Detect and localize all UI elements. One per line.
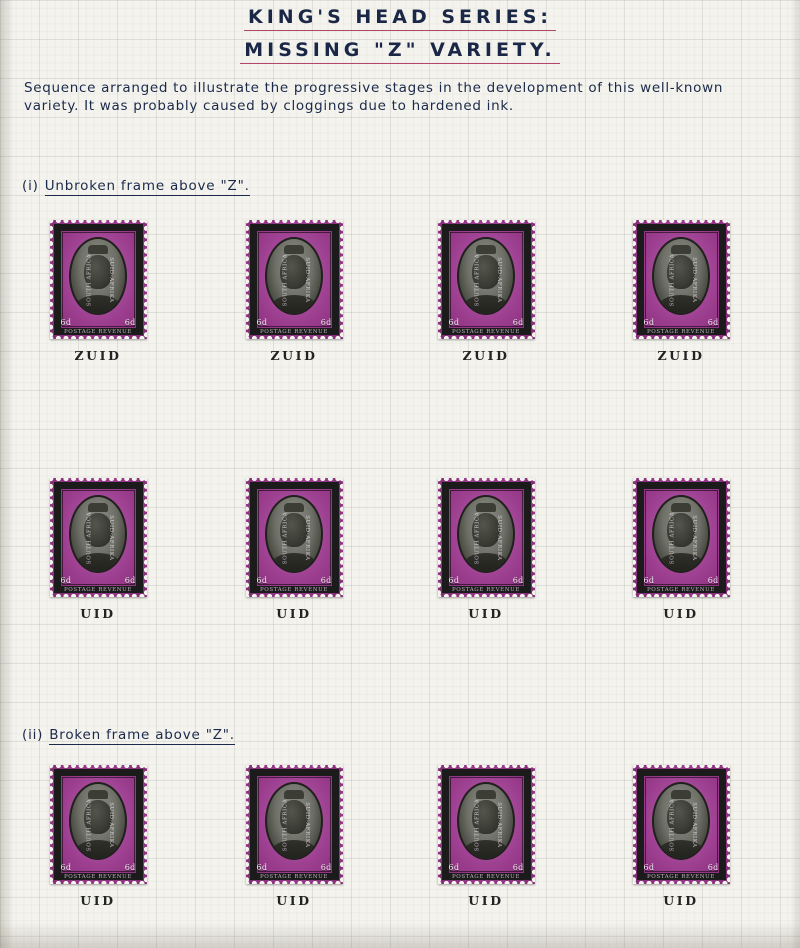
perforation-edge-right xyxy=(726,220,730,339)
shoulders-shape xyxy=(75,840,121,860)
stamp-row xyxy=(0,765,800,935)
perforation-edge-right xyxy=(726,765,730,884)
intro-paragraph: Sequence arranged to illustrate the progressive stages in the development of this well-known variety. It was probably caused by cloggings due to hardened ink. xyxy=(24,80,724,114)
section-heading-broken-frame xyxy=(22,727,235,743)
country-text-left: SOUTH AFRICA xyxy=(473,253,480,306)
country-text-bottom: POSTAGE REVENUE xyxy=(259,329,329,335)
country-text-right: SUID-AFRIKA xyxy=(690,256,697,303)
value-tablet-right: 6d xyxy=(320,576,332,585)
stamp-cell[interactable] xyxy=(240,478,348,621)
country-text-bottom: POSTAGE REVENUE xyxy=(451,329,521,335)
perforation-edge-right xyxy=(339,220,343,339)
stamp-caption: UID xyxy=(80,893,116,908)
shoulders-shape xyxy=(463,553,509,573)
value-tablet-right: 6d xyxy=(512,863,524,872)
perforation-edge-bottom xyxy=(246,335,343,339)
stamp-image[interactable] xyxy=(50,765,147,884)
country-text-bottom: POSTAGE REVENUE xyxy=(63,329,133,335)
country-text-right: SUID-AFRIKA xyxy=(495,514,502,561)
stamp-image[interactable] xyxy=(50,478,147,597)
stamp-image[interactable] xyxy=(438,478,535,597)
country-text-left: SOUTH AFRICA xyxy=(668,253,675,306)
country-text-left: SOUTH AFRICA xyxy=(85,253,92,306)
perforation-edge-bottom xyxy=(633,593,730,597)
value-tablet-right: 6d xyxy=(512,318,524,327)
value-tablet-right: 6d xyxy=(707,576,719,585)
value-tablet-right: 6d xyxy=(124,318,136,327)
page-title-line-2: MISSING "Z" VARIETY. xyxy=(240,39,559,63)
king-portrait-oval xyxy=(69,495,127,573)
king-portrait-oval xyxy=(457,237,515,315)
stamp-image[interactable] xyxy=(50,220,147,339)
shoulders-shape xyxy=(658,840,704,860)
perforation-edge-right xyxy=(339,765,343,884)
value-tablet-left: 6d xyxy=(448,576,460,585)
value-tablet-left: 6d xyxy=(60,318,72,327)
country-text-left: SOUTH AFRICA xyxy=(281,511,288,564)
stamp-image[interactable] xyxy=(633,220,730,339)
country-text-right: SUID-AFRIKA xyxy=(690,801,697,848)
stamp-caption: UID xyxy=(276,893,312,908)
stamp-cell[interactable] xyxy=(44,765,152,908)
value-tablet-left: 6d xyxy=(448,318,460,327)
value-tablet-right: 6d xyxy=(707,318,719,327)
country-text-bottom: POSTAGE REVENUE xyxy=(451,587,521,593)
perforation-edge-bottom xyxy=(246,593,343,597)
perforation-edge-right xyxy=(143,220,147,339)
country-text-bottom: POSTAGE REVENUE xyxy=(63,874,133,880)
section-heading-unbroken-frame xyxy=(22,178,250,194)
king-portrait-oval xyxy=(265,782,323,860)
perforation-edge-bottom xyxy=(438,880,535,884)
stamp-caption: UID xyxy=(663,893,699,908)
king-portrait-oval xyxy=(265,495,323,573)
country-text-bottom: POSTAGE REVENUE xyxy=(259,874,329,880)
stamp-caption: UID xyxy=(468,893,504,908)
country-text-left: SOUTH AFRICA xyxy=(85,511,92,564)
stamp-cell[interactable] xyxy=(432,765,540,908)
stamp-row xyxy=(0,478,800,648)
perforation-edge-bottom xyxy=(50,880,147,884)
country-text-right: SUID-AFRIKA xyxy=(495,801,502,848)
stamp-cell[interactable] xyxy=(44,220,152,363)
value-tablet-right: 6d xyxy=(320,318,332,327)
stamp-image[interactable] xyxy=(438,765,535,884)
perforation-edge-right xyxy=(143,765,147,884)
stamp-caption: UID xyxy=(276,606,312,621)
country-text-right: SUID-AFRIKA xyxy=(107,256,114,303)
value-tablet-left: 6d xyxy=(256,318,268,327)
stamp-image[interactable] xyxy=(246,220,343,339)
value-tablet-right: 6d xyxy=(124,863,136,872)
section-number-ii: (ii) xyxy=(22,727,44,743)
value-tablet-right: 6d xyxy=(707,863,719,872)
stamp-caption: UID xyxy=(80,606,116,621)
stamp-image[interactable] xyxy=(633,765,730,884)
country-text-right: SUID-AFRIKA xyxy=(107,514,114,561)
page-title-line-1: KING'S HEAD SERIES: xyxy=(244,6,556,30)
country-text-right: SUID-AFRIKA xyxy=(303,801,310,848)
section-label-i: Unbroken frame above "Z". xyxy=(44,178,250,194)
king-portrait-oval xyxy=(652,495,710,573)
shoulders-shape xyxy=(463,295,509,315)
value-tablet-right: 6d xyxy=(124,576,136,585)
king-portrait-oval xyxy=(265,237,323,315)
country-text-left: SOUTH AFRICA xyxy=(668,511,675,564)
shoulders-shape xyxy=(271,553,317,573)
stamp-caption: ZUID xyxy=(657,348,705,363)
stamp-caption: UID xyxy=(663,606,699,621)
perforation-edge-bottom xyxy=(633,335,730,339)
shoulders-shape xyxy=(658,295,704,315)
stamp-cell[interactable] xyxy=(44,478,152,621)
perforation-edge-right xyxy=(531,765,535,884)
shoulders-shape xyxy=(75,295,121,315)
country-text-left: SOUTH AFRICA xyxy=(668,798,675,851)
perforation-edge-right xyxy=(339,478,343,597)
country-text-bottom: POSTAGE REVENUE xyxy=(259,587,329,593)
country-text-bottom: POSTAGE REVENUE xyxy=(451,874,521,880)
value-tablet-right: 6d xyxy=(320,863,332,872)
stamp-image[interactable] xyxy=(246,478,343,597)
king-portrait-oval xyxy=(69,782,127,860)
perforation-edge-bottom xyxy=(50,335,147,339)
stamp-cell[interactable] xyxy=(240,220,348,363)
value-tablet-left: 6d xyxy=(643,863,655,872)
country-text-right: SUID-AFRIKA xyxy=(495,256,502,303)
value-tablet-left: 6d xyxy=(448,863,460,872)
perforation-edge-right xyxy=(531,220,535,339)
country-text-right: SUID-AFRIKA xyxy=(107,801,114,848)
stamp-caption: UID xyxy=(468,606,504,621)
perforation-edge-bottom xyxy=(246,880,343,884)
value-tablet-left: 6d xyxy=(643,318,655,327)
shoulders-shape xyxy=(271,295,317,315)
king-portrait-oval xyxy=(69,237,127,315)
stamp-image[interactable] xyxy=(438,220,535,339)
value-tablet-left: 6d xyxy=(60,576,72,585)
country-text-bottom: POSTAGE REVENUE xyxy=(646,329,716,335)
shoulders-shape xyxy=(271,840,317,860)
value-tablet-right: 6d xyxy=(512,576,524,585)
section-number-i: (i) xyxy=(22,178,39,194)
perforation-edge-bottom xyxy=(633,880,730,884)
perforation-edge-right xyxy=(531,478,535,597)
shoulders-shape xyxy=(463,840,509,860)
stamp-cell[interactable] xyxy=(627,478,735,621)
page-title-block xyxy=(0,6,800,63)
king-portrait-oval xyxy=(652,237,710,315)
perforation-edge-right xyxy=(143,478,147,597)
stamp-caption: ZUID xyxy=(462,348,510,363)
king-portrait-oval xyxy=(457,495,515,573)
stamp-caption: ZUID xyxy=(74,348,122,363)
country-text-bottom: POSTAGE REVENUE xyxy=(63,587,133,593)
stamp-image[interactable] xyxy=(246,765,343,884)
stamp-caption: ZUID xyxy=(270,348,318,363)
country-text-left: SOUTH AFRICA xyxy=(473,511,480,564)
country-text-right: SUID-AFRIKA xyxy=(690,514,697,561)
stamp-image[interactable] xyxy=(633,478,730,597)
country-text-left: SOUTH AFRICA xyxy=(281,798,288,851)
country-text-right: SUID-AFRIKA xyxy=(303,256,310,303)
shoulders-shape xyxy=(75,553,121,573)
country-text-left: SOUTH AFRICA xyxy=(473,798,480,851)
country-text-bottom: POSTAGE REVENUE xyxy=(646,587,716,593)
value-tablet-left: 6d xyxy=(256,576,268,585)
country-text-bottom: POSTAGE REVENUE xyxy=(646,874,716,880)
king-portrait-oval xyxy=(457,782,515,860)
king-portrait-oval xyxy=(652,782,710,860)
stamp-cell[interactable] xyxy=(432,478,540,621)
perforation-edge-bottom xyxy=(438,335,535,339)
perforation-edge-bottom xyxy=(438,593,535,597)
country-text-left: SOUTH AFRICA xyxy=(85,798,92,851)
country-text-right: SUID-AFRIKA xyxy=(303,514,310,561)
section-label-ii: Broken frame above "Z". xyxy=(49,727,235,743)
perforation-edge-right xyxy=(726,478,730,597)
country-text-left: SOUTH AFRICA xyxy=(281,253,288,306)
stamp-cell[interactable] xyxy=(627,220,735,363)
stamp-row xyxy=(0,220,800,390)
stamp-cell[interactable] xyxy=(240,765,348,908)
stamp-cell[interactable] xyxy=(432,220,540,363)
value-tablet-left: 6d xyxy=(643,576,655,585)
shoulders-shape xyxy=(658,553,704,573)
value-tablet-left: 6d xyxy=(256,863,268,872)
value-tablet-left: 6d xyxy=(60,863,72,872)
stamp-cell[interactable] xyxy=(627,765,735,908)
perforation-edge-bottom xyxy=(50,593,147,597)
